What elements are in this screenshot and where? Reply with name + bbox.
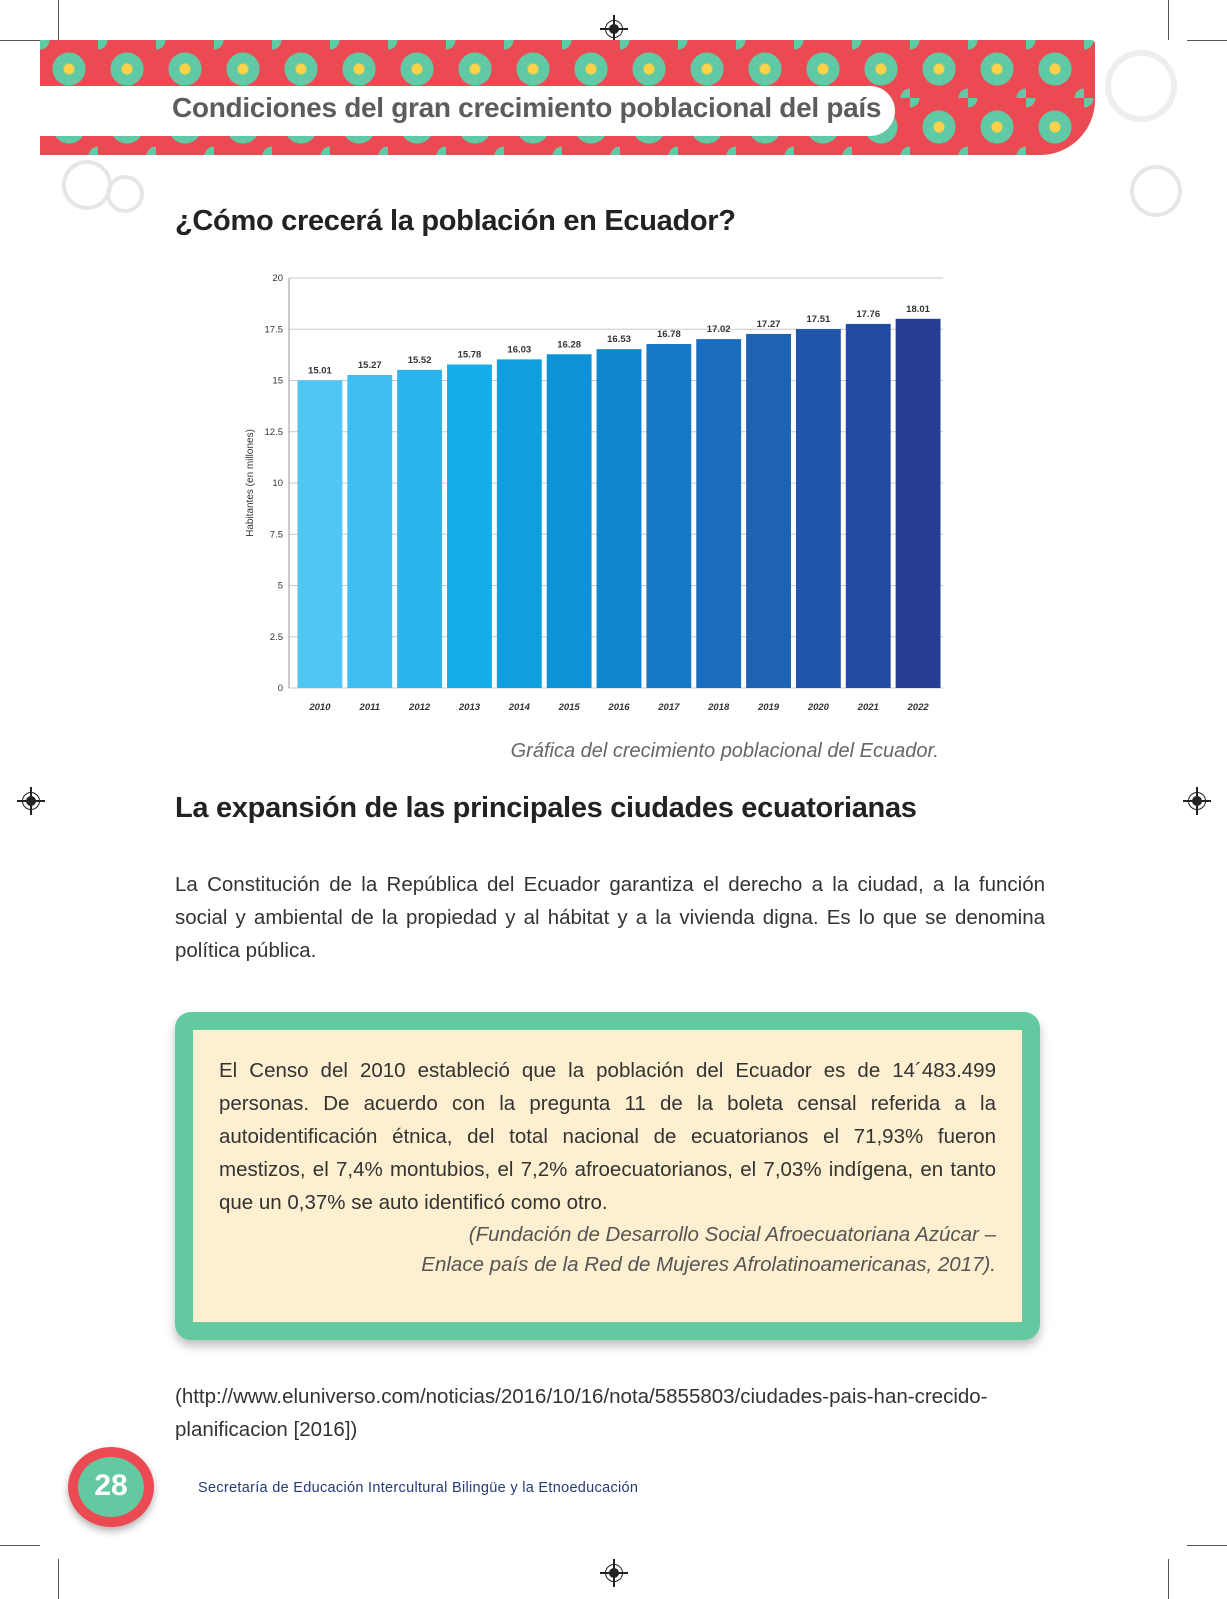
crop-mark: [1187, 40, 1227, 41]
bar-2018: [696, 339, 741, 688]
swirl-ornament-icon: [1105, 50, 1177, 122]
x-tick-label: 2022: [907, 702, 929, 713]
x-tick-label: 2010: [309, 702, 331, 713]
page-number-badge: [68, 1447, 154, 1527]
section-heading-cities: La expansión de las principales ciudades ecuatorianas: [175, 792, 917, 824]
registration-mark-icon: [605, 1564, 623, 1582]
x-tick-label: 2019: [757, 702, 780, 713]
bar-2016: [597, 349, 642, 688]
x-tick-label: 2017: [658, 702, 680, 713]
bar-2010: [297, 380, 342, 688]
crop-mark: [58, 0, 59, 40]
bar-2020: [796, 329, 841, 688]
data-label: 17.27: [756, 318, 781, 330]
bar-2012: [397, 370, 442, 688]
callout-text: El Censo del 2010 estableció que la población del Ecuador es de 14´483.499 personas. De acuerdo con la pregunta 11 de la boleta censal referida a la autoidentificación étnica, del total nacional de ecuatorianos el 71,93% fueron mestizos, el 7,4% montubios, el 7,2% afroecuatorianos, el 7,03% indígena, en tanto que un 0,37% se auto identificó como otro.: [219, 1059, 996, 1214]
crop-mark: [0, 40, 40, 41]
bar-2014: [497, 359, 542, 688]
data-label: 16.78: [656, 329, 681, 341]
data-label: 15.01: [308, 365, 332, 377]
callout-inner: [193, 1030, 1022, 1322]
data-label: 17.76: [856, 308, 881, 320]
census-callout-box: [175, 1012, 1040, 1340]
data-label: 15.52: [407, 354, 432, 366]
intro-paragraph: La Constitución de la República del Ecuador garantiza el derecho a la ciudad, a la función social y ambiental de la propiedad y al hábitat y a la vivienda digna. Es lo que se denomina política pública.: [175, 873, 1045, 962]
y-tick-label: 2.5: [269, 631, 283, 643]
bar-2021: [846, 324, 891, 688]
x-tick-label: 2016: [608, 702, 630, 713]
x-tick-label: 2013: [458, 702, 481, 713]
x-tick-label: 2018: [708, 702, 730, 713]
y-tick-label: 0: [277, 683, 283, 694]
x-tick-label: 2012: [409, 702, 431, 713]
citation-line-2: Enlace país de la Red de Mujeres Afrolatinoamericanas, 2017).: [421, 1253, 996, 1276]
bar-2022: [896, 319, 941, 688]
data-label: 17.02: [706, 324, 731, 336]
x-tick-label: 2011: [359, 702, 380, 713]
data-label: 15.78: [457, 349, 482, 361]
swirl-ornament-icon: [62, 160, 112, 210]
registration-mark-icon: [605, 20, 623, 38]
page-badge-inner: [78, 1457, 144, 1517]
x-tick-label: 2015: [558, 702, 580, 713]
x-tick-label: 2014: [508, 702, 530, 713]
population-bar-chart: [235, 268, 970, 728]
crop-mark: [0, 1545, 40, 1546]
registration-mark-icon: [1188, 792, 1206, 810]
bar-2013: [447, 365, 492, 688]
y-axis-label: Habitantes (en millones): [245, 429, 256, 537]
data-label: 15.27: [357, 359, 382, 371]
bar-2019: [746, 334, 791, 688]
swirl-ornament-icon: [1130, 165, 1182, 217]
data-label: 18.01: [906, 303, 930, 315]
header-title: Condiciones del gran crecimiento poblacional del país: [172, 92, 882, 123]
crop-mark: [1168, 1559, 1169, 1599]
y-tick-label: 20: [272, 273, 283, 284]
data-label: 16.03: [507, 344, 532, 356]
crop-mark: [1187, 1545, 1227, 1546]
data-label: 17.51: [806, 314, 831, 326]
bar-2015: [547, 354, 592, 688]
y-tick-label: 15: [272, 375, 283, 387]
bar-2011: [347, 375, 392, 688]
y-tick-label: 5: [277, 580, 283, 592]
callout-citation: [421, 1220, 996, 1280]
source-url: (http://www.eluniverso.com/noticias/2016/10/16/nota/5855803/ciudades-pais-han-crecido-planificacion [2016]): [175, 1385, 988, 1441]
swirl-ornament-icon: [106, 175, 144, 213]
x-tick-label: 2021: [857, 702, 879, 713]
y-tick-label: 17.5: [264, 324, 283, 336]
chart-caption: Gráfica del crecimiento poblacional del Ecuador.: [510, 740, 939, 762]
y-tick-label: 7.5: [269, 529, 283, 541]
crop-mark: [1168, 0, 1169, 40]
data-label: 16.53: [607, 334, 631, 346]
y-tick-label: 10: [272, 478, 283, 489]
x-tick-label: 2020: [807, 702, 829, 713]
section-heading-population: ¿Cómo crecerá la población en Ecuador?: [175, 205, 736, 237]
citation-line-1: (Fundación de Desarrollo Social Afroecuatoriana Azúcar –: [468, 1223, 996, 1246]
footer-publisher: Secretaría de Educación Intercultural Bilingüe y la Etnoeducación: [198, 1480, 639, 1496]
data-label: 16.28: [557, 339, 582, 351]
registration-mark-icon: [22, 792, 40, 810]
bar-2017: [646, 344, 691, 688]
y-tick-label: 12.5: [264, 426, 283, 438]
crop-mark: [58, 1559, 59, 1599]
page-number: 28: [94, 1469, 128, 1502]
